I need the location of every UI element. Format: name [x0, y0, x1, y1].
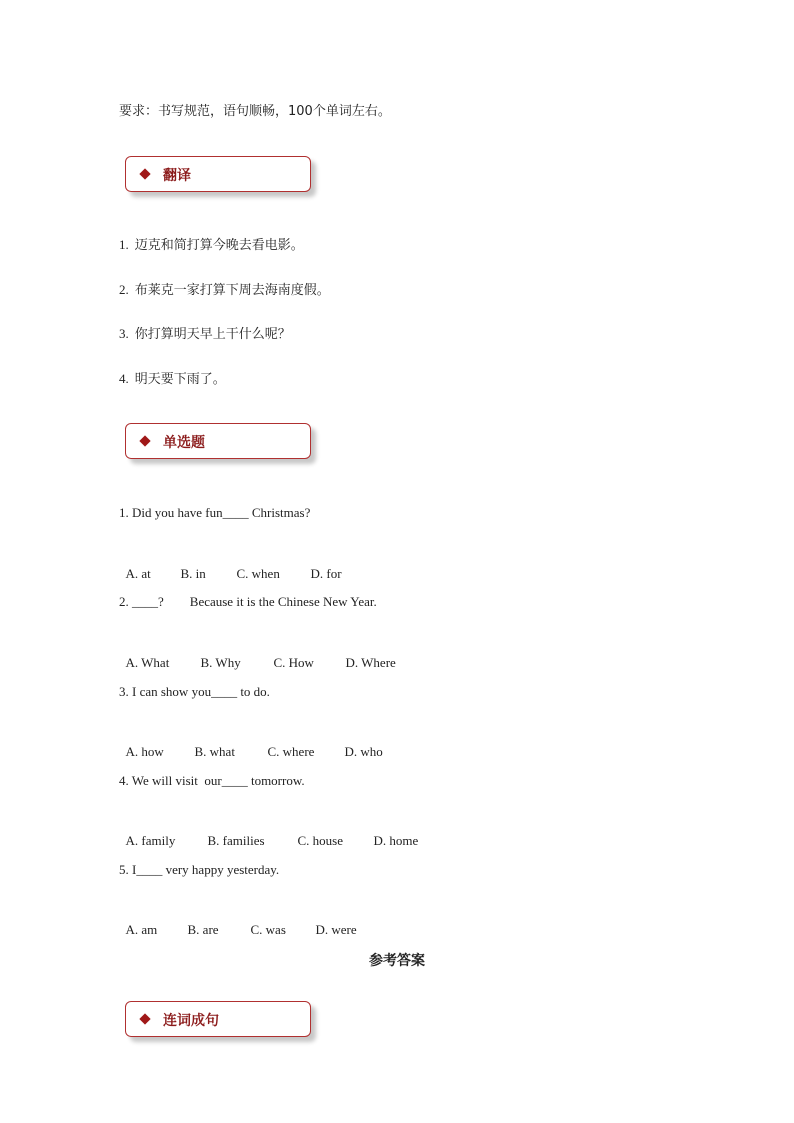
section-title: 连词成句	[163, 1013, 219, 1029]
section-header-word-order	[125, 1001, 311, 1037]
question-stem: 5. I____ very happy yesterday.	[119, 862, 280, 877]
question-stem: 2. ____? Because it is the Chinese New Year.	[119, 594, 377, 609]
option: D. were	[315, 922, 357, 937]
option: B. Why	[200, 655, 241, 670]
option: C. How	[273, 655, 314, 670]
section-title: 翻译	[163, 168, 191, 184]
requirement-text: 要求：书写规范，语句顺畅，100个单词左右。	[119, 104, 391, 119]
question-stem: 3. I can show you____ to do.	[119, 684, 270, 699]
option: D. for	[310, 566, 342, 581]
diamond-bullet-icon	[139, 168, 150, 179]
option: A. at	[125, 566, 151, 581]
option: D. who	[344, 744, 383, 759]
question-options	[119, 728, 383, 760]
question-options	[119, 550, 342, 582]
option: C. house	[297, 833, 343, 848]
question-stem: 1. Did you have fun____ Christmas?	[119, 505, 311, 520]
question-stem: 4. We will visit our____ tomorrow.	[119, 773, 305, 788]
option: B. are	[187, 922, 219, 937]
answer-heading: 参考答案	[369, 953, 425, 969]
question-options	[119, 817, 418, 849]
option: C. was	[250, 922, 286, 937]
option: D. Where	[345, 655, 396, 670]
section-header-single-choice	[125, 423, 311, 459]
option: C. when	[236, 566, 280, 581]
translation-item: 3. 你打算明天早上干什么呢？	[119, 326, 291, 342]
section-header-translation	[125, 156, 311, 192]
section-title: 单选题	[163, 435, 205, 451]
question-options	[119, 639, 396, 671]
question-options	[119, 906, 357, 938]
option: A. family	[125, 833, 176, 848]
option: A. What	[125, 655, 170, 670]
option: B. what	[194, 744, 235, 759]
option: B. in	[180, 566, 206, 581]
translation-item: 4. 明天要下雨了。	[119, 371, 226, 387]
diamond-bullet-icon	[139, 435, 150, 446]
translation-item: 1. 迈克和简打算今晚去看电影。	[119, 237, 304, 253]
option: B. families	[207, 833, 265, 848]
option: A. how	[125, 744, 164, 759]
option: D. home	[373, 833, 419, 848]
diamond-bullet-icon	[139, 1013, 150, 1024]
option: C. where	[267, 744, 315, 759]
option: A. am	[125, 922, 158, 937]
translation-item: 2. 布莱克一家打算下周去海南度假。	[119, 282, 330, 298]
